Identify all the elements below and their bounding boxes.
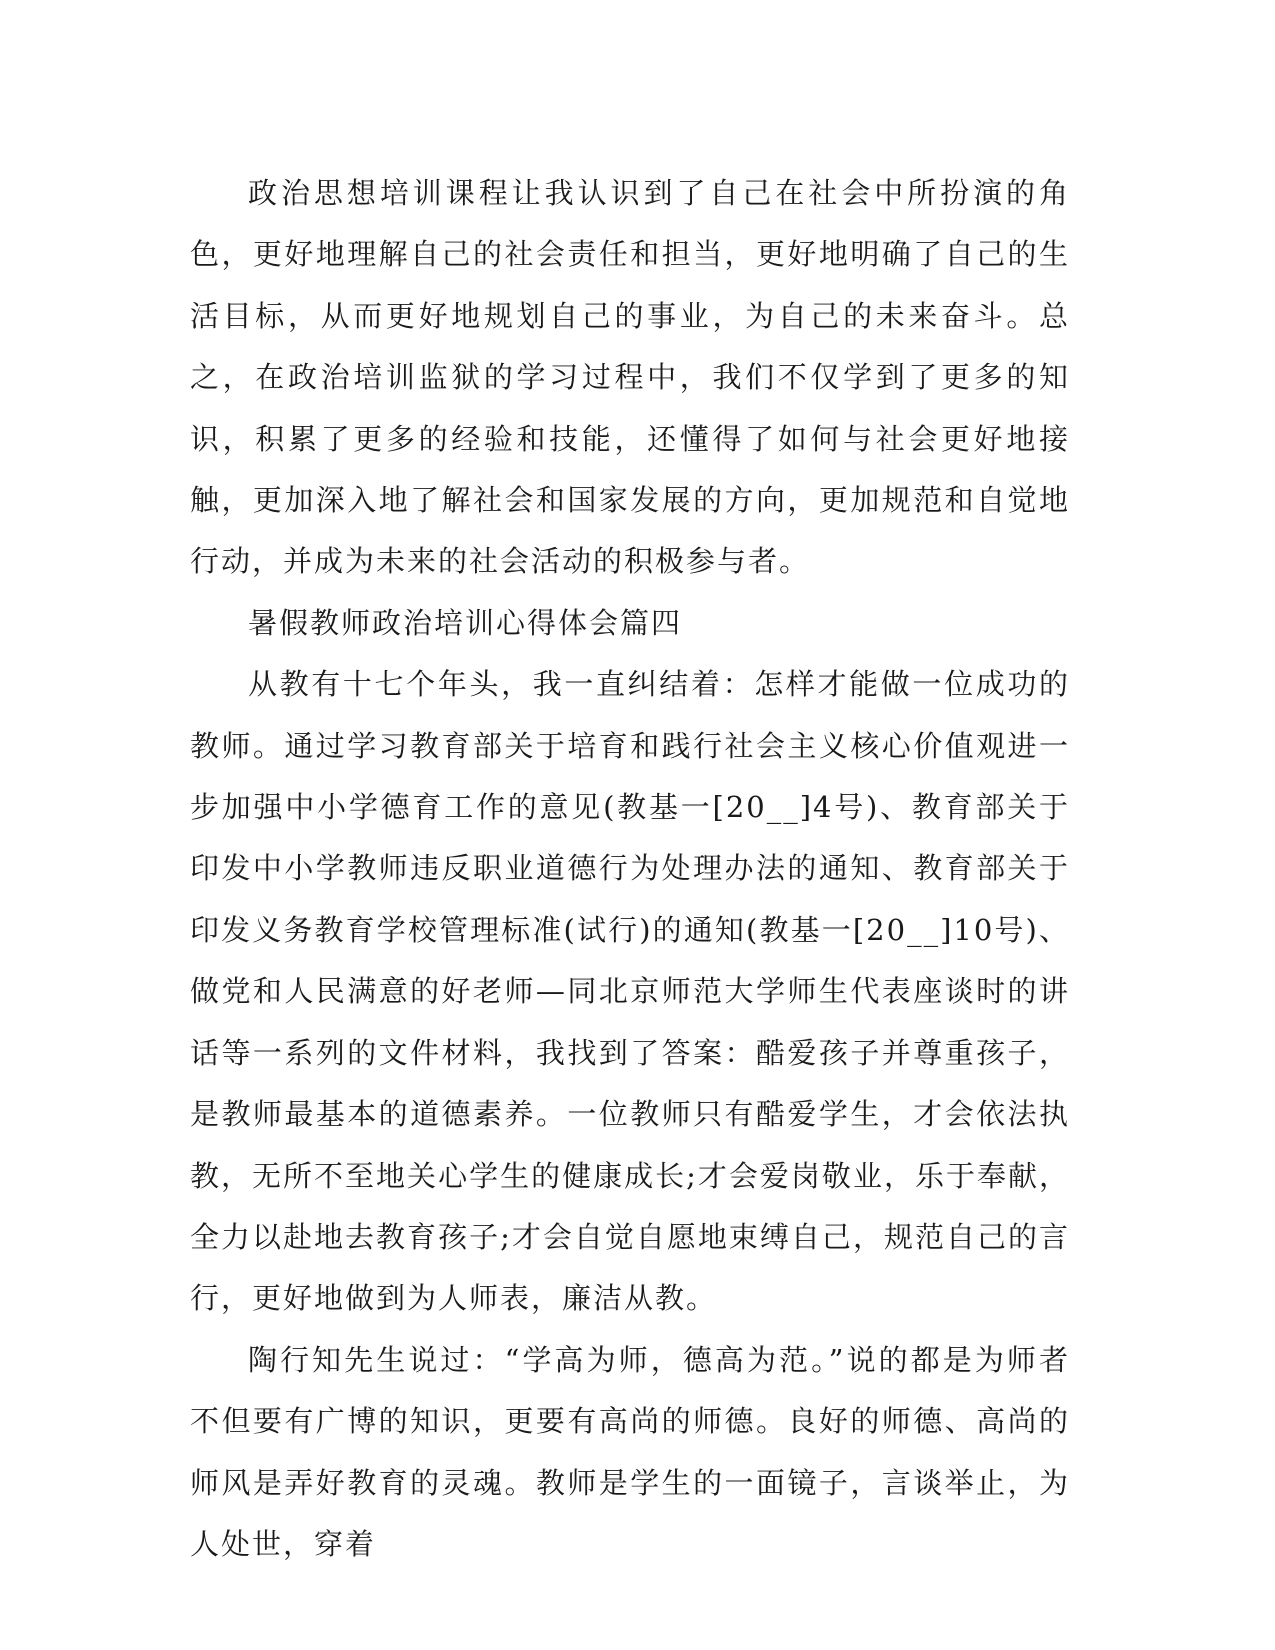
document-body <box>190 163 1070 1575</box>
section-heading: 暑假教师政治培训心得体会篇四 <box>248 605 683 640</box>
paragraph-tao-xingzhi-quote: 陶行知先生说过：“学高为师，德高为范。”说的都是为师者不但要有广博的知识，更要有高尚的师德。良好的师德、高尚的师风是弄好教育的灵魂。教师是学生的一面镜子，言谈举止，为人处世，穿着 <box>190 1342 1070 1561</box>
paragraph-teaching-experience: 从教有十七个年头，我一直纠结着：怎样才能做一位成功的教师。通过学习教育部关于培育和践行社会主义核心价值观进一步加强中小学德育工作的意见(教基一[20__]4号)、教育部关于印发中小学教师违反职业道德行为处理办法的通知、教育部关于印发义务教育学校管理标准(试行)的通知(教基一[20__]10号)、做党和人民满意的好老师—同北京师范大学师生代表座谈时的讲话等一系列的文件材料，我找到了答案：酷爱孩子并尊重孩子，是教师最基本的道德素养。一位教师只有酷爱学生，才会依法执教，无所不至地关心学生的健康成长;才会爱岗敬业，乐于奉献，全力以赴地去教育孩子;才会自觉自愿地束缚自己，规范自己的言行，更好地做到为人师表，廉洁从教。 <box>190 667 1070 1316</box>
paragraph-role-reflection: 政治思想培训课程让我认识到了自己在社会中所扮演的角色，更好地理解自己的社会责任和担当，更好地明确了自己的生活目标，从而更好地规划自己的事业，为自己的未来奋斗。总之，在政治培训监狱的学习过程中，我们不仅学到了更多的知识，积累了更多的经验和技能，还懂得了如何与社会更好地接触，更加深入地了解社会和国家发展的方向，更加规范和自觉地行动，并成为未来的社会活动的积极参与者。 <box>190 176 1070 579</box>
